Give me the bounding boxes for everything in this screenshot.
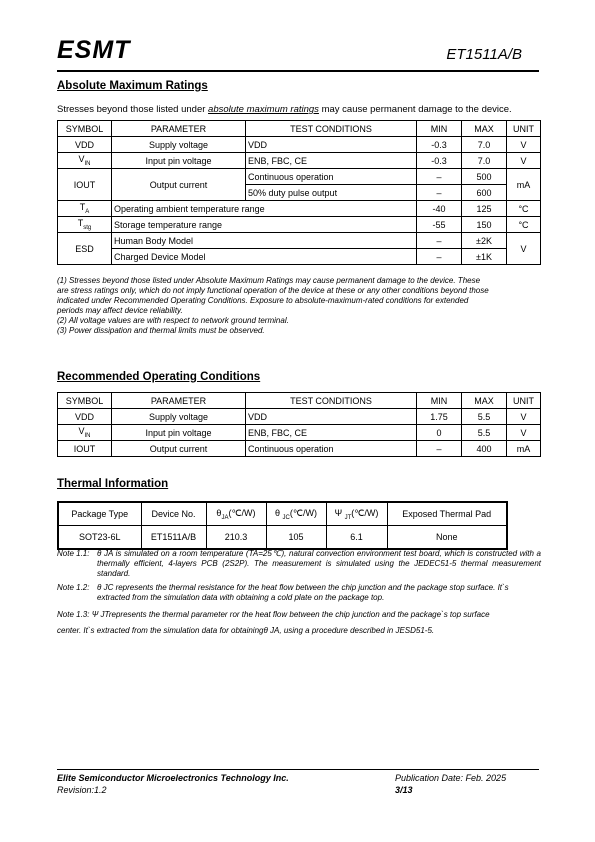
abs-max-table [57,120,541,265]
condition-cell: ENB, FBC, CE [246,153,417,169]
max-cell: 600 [462,185,507,201]
max-cell: 7.0 [462,137,507,153]
col-theta-ja: $\theta_{JA}(℃/W)$ [206,502,266,526]
abs-max-notes [57,276,543,336]
note-line: indicated under Recommended Operating Conditions. Exposure to absolute-maximum-rated conditions for extended [57,296,469,305]
parameter-cell: Supply voltage [112,137,246,153]
unit-cell: mA [507,169,541,201]
condition-cell: ENB, FBC, CE [246,425,417,441]
min-cell: – [417,249,462,265]
symbol-cell: $T_A$ [58,201,112,217]
max-cell: 7.0 [462,153,507,169]
symbol-cell: $V_{IN}$ [58,153,112,169]
min-cell: – [417,185,462,201]
table-row [58,201,541,217]
col-parameter: PARAMETER [112,121,246,137]
abs-max-title: Absolute Maximum Ratings [57,80,208,92]
table-row [58,441,541,457]
table-row [58,249,541,265]
thermal-note-1: Note 1.1: θ JA is simulated on a room temperature (TA=25℃), natural convection environment test board, which is constructed with a thermally efficient, 4-layers PCB (2S2P). The measurement is simulated using the JEDEC51-5 thermal measurement standard. [57,549,541,578]
min-cell: – [417,233,462,249]
condition-cell: Charged Device Model [112,249,417,265]
col-symbol: SYMBOL [58,121,112,137]
table-row [58,137,541,153]
device-cell: ET1511A/B [141,526,206,550]
abs-max-link: absolute maximum ratings [208,104,319,115]
thermal-note-3: Note 1.3: Ψ JTrepresents the thermal parameter ror the heat flow between the chip junction and the package`s top surface center. It`s extracted from the simulation data for obtainingθ JA, using a procedure described in JESD51-5. [57,610,490,635]
header-rule [57,70,539,72]
table-header-row [58,502,507,526]
psi-jt-cell: 6.1 [326,526,387,550]
min-cell: – [417,441,462,457]
parameter-cell: Output current [112,441,246,457]
table-row [58,409,541,425]
theta-ja-cell: 210.3 [206,526,266,550]
note-line: (3) Power dissipation and thermal limits must be observed. [57,326,265,335]
condition-cell: Human Body Model [112,233,417,249]
pad-cell: None [387,526,507,550]
condition-cell: VDD [246,137,417,153]
unit-cell: V [507,233,541,265]
min-cell: -0.3 [417,137,462,153]
table-row [58,233,541,249]
note-line: (1) Stresses beyond those listed under Absolute Maximum Ratings may cause permanent damage to the device. These [57,276,481,285]
col-package-type: Package Type [58,502,141,526]
footer-company: Elite Semiconductor Microelectronics Technology Inc. [57,773,289,783]
min-cell: 1.75 [417,409,462,425]
abs-max-intro: Stresses beyond those listed under absolute maximum ratings may cause permanent damage to the device. [57,104,512,115]
col-max: MAX [462,393,507,409]
table-header-row [58,393,541,409]
footer-page: 3/13 [395,785,413,795]
col-test-conditions: TEST CONDITIONS [246,393,417,409]
max-cell: 500 [462,169,507,185]
thermal-note-2: Note 1.2: θ JC represents the thermal resistance for the heat flow between the chip junction and the package stop surface. It`s extracted from the simulation data with obtaining a cold plate on the package top. [57,583,509,602]
table-row [58,217,541,233]
condition-cell: 50% duty pulse output [246,185,417,201]
parameter-cell: Input pin voltage [112,425,246,441]
max-cell: 5.5 [462,409,507,425]
table-row [58,153,541,169]
table-row [58,526,507,550]
max-cell: 5.5 [462,425,507,441]
footer-revision: Revision:1.2 [57,785,107,795]
rec-op-title: Recommended Operating Conditions [57,371,261,383]
col-device-no: Device No. [141,502,206,526]
parameter-cell: Operating ambient temperature range [112,201,417,217]
note-line: periods may affect device reliability. [57,306,183,315]
footer-pub-date: Publication Date: Feb. 2025 [395,773,507,783]
col-min: MIN [417,121,462,137]
table-row [58,169,541,185]
symbol-cell: VDD [58,137,112,153]
theta-jc-cell: 105 [266,526,326,550]
thermal-table [57,501,508,550]
parameter-cell: Supply voltage [112,409,246,425]
note-line: (2) All voltage values are with respect to network ground terminal. [57,316,289,325]
part-number: ET1511A/B [446,46,522,63]
parameter-cell: Storage temperature range [112,217,417,233]
symbol-cell: IOUT [58,169,112,201]
symbol-cell: ESD [58,233,112,265]
unit-cell: V [507,137,541,153]
rec-op-table [57,392,541,457]
min-cell: -55 [417,217,462,233]
unit-cell: V [507,409,541,425]
thermal-title: Thermal Information [57,478,169,490]
symbol-cell: $V_{IN}$ [58,425,112,441]
thermal-notes [57,549,541,639]
unit-cell: V [507,425,541,441]
condition-cell: VDD [246,409,417,425]
symbol-cell: VDD [58,409,112,425]
min-cell: – [417,169,462,185]
unit-cell: V [507,153,541,169]
col-test-conditions: TEST CONDITIONS [246,121,417,137]
package-cell: SOT23-6L [58,526,141,550]
unit-cell: °C [507,217,541,233]
max-cell: 400 [462,441,507,457]
table-header-row [58,121,541,137]
min-cell: 0 [417,425,462,441]
table-row [58,425,541,441]
max-cell: 150 [462,217,507,233]
col-unit: UNIT [507,393,541,409]
parameter-cell: Output current [112,169,246,201]
col-exposed-pad: Exposed Thermal Pad [387,502,507,526]
condition-cell: Continuous operation [246,441,417,457]
symbol-cell: $T_{stg}$ [58,217,112,233]
col-theta-jc: θ $_{JC}$(℃/W) [266,502,326,526]
col-symbol: SYMBOL [58,393,112,409]
symbol-cell: IOUT [58,441,112,457]
min-cell: -40 [417,201,462,217]
company-logo: ESMT [57,36,131,64]
note-line: are stress ratings only, which do not imply functional operation of the device at these or any other conditions beyond those [57,286,489,295]
unit-cell: °C [507,201,541,217]
condition-cell: Continuous operation [246,169,417,185]
max-cell: ±2K [462,233,507,249]
col-psi-jt: Ψ $_{JT}$(℃/W) [326,502,387,526]
col-unit: UNIT [507,121,541,137]
col-min: MIN [417,393,462,409]
unit-cell: mA [507,441,541,457]
col-parameter: PARAMETER [112,393,246,409]
parameter-cell: Input pin voltage [112,153,246,169]
col-max: MAX [462,121,507,137]
max-cell: 125 [462,201,507,217]
max-cell: ±1K [462,249,507,265]
footer-rule [57,769,539,770]
min-cell: -0.3 [417,153,462,169]
